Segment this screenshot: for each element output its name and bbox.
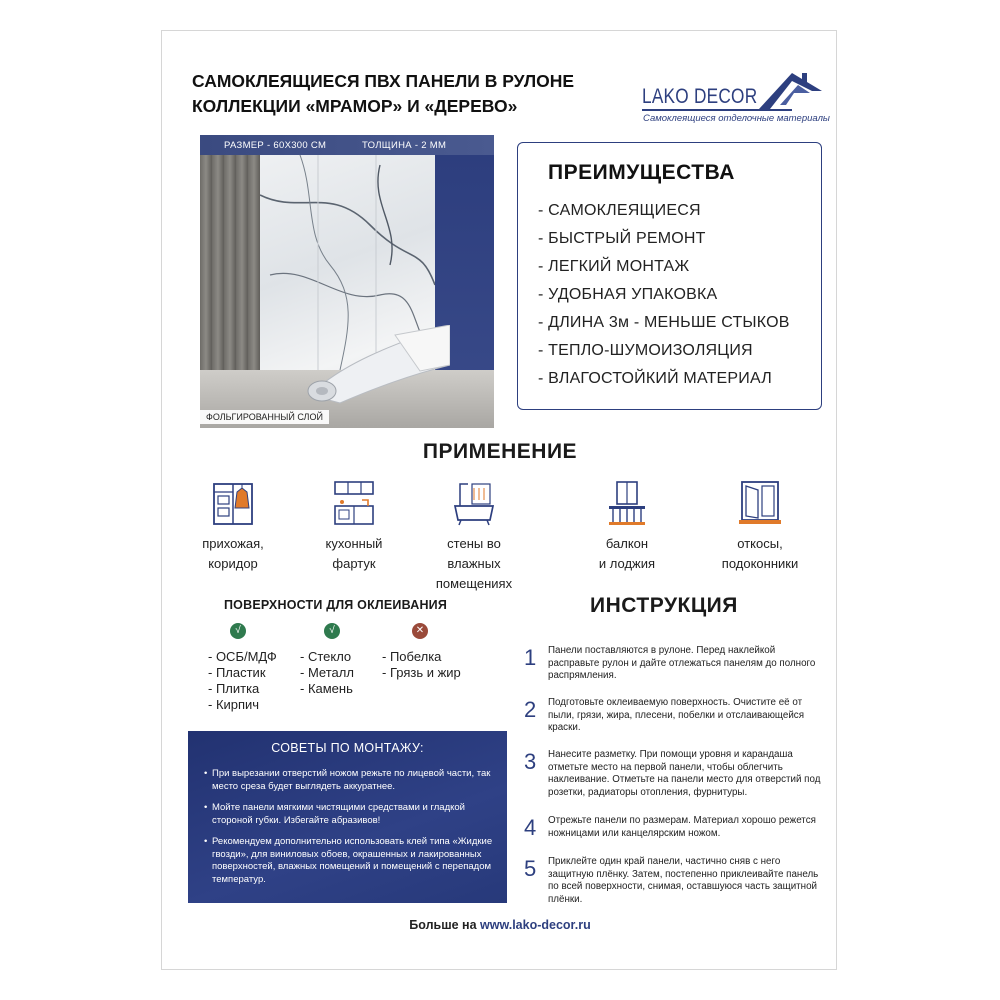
footer <box>162 918 838 932</box>
surface-item: - ОСБ/МДФ <box>208 649 277 664</box>
surface-item: - Грязь и жир <box>382 665 461 680</box>
title-line-1: САМОКЛЕЯЩИЕСЯ ПВХ ПАНЕЛИ В РУЛОНЕ <box>192 71 575 91</box>
step-number: 3 <box>524 749 537 774</box>
surface-item: - Камень <box>300 681 353 696</box>
step-number: 2 <box>524 697 537 722</box>
tips-title: СОВЕТЫ ПО МОНТАЖУ: <box>271 741 424 755</box>
page-title <box>192 69 622 119</box>
application-label: стены во влажных помещениях <box>435 536 513 591</box>
step-text: Отрежьте панели по размерам. Материал хорошо режется ножницами или канцелярским ножом. <box>548 815 816 839</box>
surfaces-suitable-list-2 <box>300 649 354 697</box>
logo-tagline: Самоклеящиеся отделочные материалы <box>643 113 830 124</box>
room-scene <box>200 155 494 428</box>
wardrobe-icon <box>211 478 255 528</box>
application-balcony <box>562 478 692 574</box>
bathtub-icon <box>452 478 496 528</box>
application-label: прихожая, коридор <box>202 536 264 571</box>
website-link[interactable]: www.lako-decor.ru <box>480 918 591 932</box>
advantage-item: - САМОКЛЕЯЩИЕСЯ <box>538 202 701 219</box>
product-photo <box>200 135 494 428</box>
surface-item: - Металл <box>300 665 354 680</box>
step-text: Приклейте один край панели, частично сняв с него защитную плёнку. Затем, постепенно приклеивайте панель по всей поверхности, снимая, оставшуюся часть защитной плёнки. <box>548 856 819 905</box>
step-text: Нанесите разметку. При помощи уровня и карандаша отметьте место на первой панели, чтобы облегчить наклеивание. Отметьте на панели место для отверстий под розетки, радиаторы отопления, фурнитуры. <box>548 749 821 798</box>
product-leaflet <box>161 30 837 970</box>
application-hallway <box>168 478 298 574</box>
advantage-item: - ДЛИНА 3м - МЕНЬШЕ СТЫКОВ <box>538 314 790 331</box>
tip-item: • Рекомендуем дополнительно использовать клей типа «Жидкие гвозди», для виниловых обоев, окрашенных и лакированных поверхностей, влажных помещений и помещений с перепадом температур. <box>204 836 499 886</box>
step-number: 5 <box>524 856 537 881</box>
tip-item: • Мойте панели мягкими чистящими средствами и гладкой стороной губки. Избегайте абразивов! <box>204 802 499 827</box>
advantages-title: ПРЕИМУЩЕСТВА <box>548 161 735 184</box>
application-title: ПРИМЕНЕНИЕ <box>422 440 578 463</box>
tips-list <box>204 768 499 895</box>
tip-item: • При вырезании отверстий ножом режьте по лицевой части, так место среза будет выглядеть аккуратнее. <box>204 768 499 793</box>
application-label: откосы, подоконники <box>721 536 799 571</box>
surfaces-suitable-list-1 <box>208 649 277 713</box>
check-icon: √ <box>230 623 246 639</box>
balcony-icon <box>605 478 649 528</box>
step-text: Панели поставляются в рулоне. Перед наклейкой расправьте рулон и дайте отлежаться панелям до полного распрямления. <box>548 645 816 682</box>
thickness-label: ТОЛЩИНА - 2 ММ <box>362 140 447 151</box>
size-label: РАЗМЕР - 60Х300 СМ <box>224 140 327 151</box>
application-window <box>695 478 825 574</box>
roof-icon <box>754 69 824 111</box>
step-number: 4 <box>524 815 537 840</box>
kitchen-icon <box>332 478 376 528</box>
instructions-title: ИНСТРУКЦИЯ <box>590 594 738 617</box>
check-icon: √ <box>324 623 340 639</box>
title-line-2: КОЛЛЕКЦИИ «МРАМОР» И «ДЕРЕВО» <box>192 96 518 116</box>
application-wet-rooms <box>409 478 539 594</box>
footer-prefix: Больше на <box>409 918 477 932</box>
surface-item: - Плитка <box>208 681 260 696</box>
advantage-item: - УДОБНАЯ УПАКОВКА <box>538 286 718 303</box>
logo-brand-name: LAKO DECOR <box>642 85 758 108</box>
surface-item: - Побелка <box>382 649 442 664</box>
surfaces-title: ПОВЕРХНОСТИ ДЛЯ ОКЛЕИВАНИЯ <box>224 598 448 612</box>
application-kitchen <box>289 478 419 574</box>
surface-item: - Стекло <box>300 649 352 664</box>
application-label: балкон и лоджия <box>598 536 656 571</box>
advantages-list <box>538 197 790 393</box>
photo-spec-strip <box>200 135 494 155</box>
surface-item: - Пластик <box>208 665 266 680</box>
window-icon <box>738 478 782 528</box>
foil-layer-label: ФОЛЬГИРОВАННЫЙ СЛОЙ <box>200 410 329 424</box>
surfaces-unsuitable-list <box>382 649 461 681</box>
panel-roll <box>300 325 450 405</box>
advantage-item: - БЫСТРЫЙ РЕМОНТ <box>538 230 706 247</box>
advantage-item: - ТЕПЛО-ШУМОИЗОЛЯЦИЯ <box>538 342 753 359</box>
brand-logo <box>637 71 830 131</box>
step-number: 1 <box>524 645 537 670</box>
application-label: кухонный фартук <box>325 536 383 571</box>
advantages-box <box>517 142 822 410</box>
cross-icon: ✕ <box>412 623 428 639</box>
advantage-item: - ЛЕГКИЙ МОНТАЖ <box>538 258 690 275</box>
step-text: Подготовьте оклеиваемую поверхность. Очистите её от пыли, грязи, жира, плесени, побелки и отслаивающейся краски. <box>548 697 804 734</box>
advantage-item: - ВЛАГОСТОЙКИЙ МАТЕРИАЛ <box>538 370 772 387</box>
installation-tips-box <box>188 731 507 903</box>
surface-item: - Кирпич <box>208 697 260 712</box>
